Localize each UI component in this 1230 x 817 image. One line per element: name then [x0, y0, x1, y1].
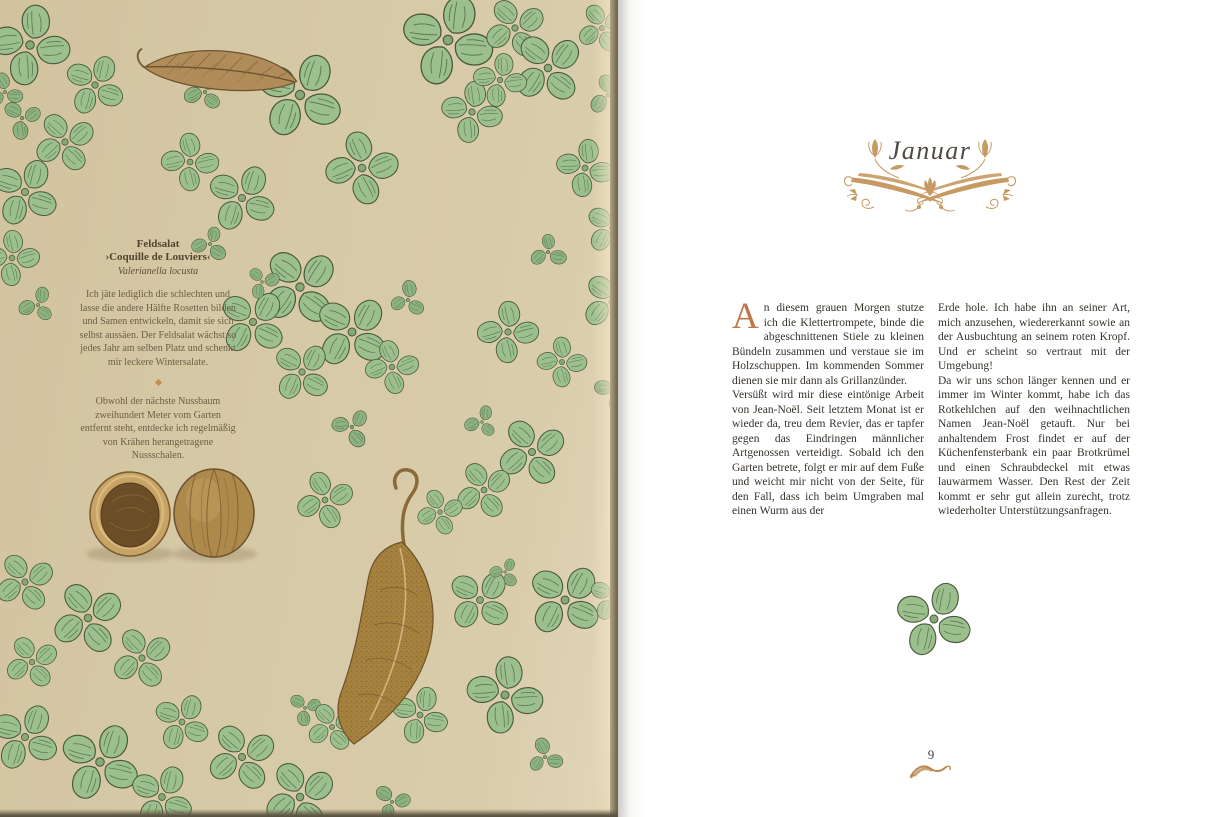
text-column-1	[732, 296, 924, 519]
page-bottom-edge	[0, 809, 618, 817]
plant-name: Feldsalat	[136, 238, 180, 250]
folio-flourish-icon	[909, 763, 953, 781]
page-curl-highlight	[592, 0, 610, 817]
body-text	[732, 296, 1130, 519]
walnut-whole	[174, 469, 254, 557]
walnut-shells	[86, 469, 257, 562]
plant-caption	[79, 238, 237, 463]
chapter-title: Januar	[888, 136, 972, 165]
page-spine-edge	[610, 0, 618, 817]
caption-paragraph-2: Obwohl der nächste Nussbaum zweihundert Meter vom Garten entfernt steht, entdecke ich regelmäßig von Krähen herangetragene Nussschalen.	[80, 396, 236, 461]
right-page	[618, 0, 1230, 817]
caption-paragraph-1: Ich jäte lediglich die schlechten und lasse die andere Hälfte Rosetten bilden und Samen entwickeln, damit sie sich selbst aussäen. Der Feldsalat wächst so jedes Jahr am selben Platz und schenkt mir leckere Wintersalate.	[79, 289, 237, 368]
paragraph: Erde hole. Ich habe ihn an seiner Art, mich anzusehen, wiedererkannt sowie an der Ausbuchtung an seinem roten Kropf. Und er scheint so vertraut mit der Umgebung!	[938, 302, 1130, 372]
fleuron-divider-icon	[154, 379, 161, 386]
text-column-2	[938, 301, 1130, 519]
plant-cultivar: ›Coquille de Louviers‹	[105, 251, 211, 263]
page-footer	[732, 748, 1130, 781]
chapter-heading	[844, 136, 1016, 224]
plant-latin-name: Valerianella locusta	[117, 266, 199, 277]
paragraph	[732, 296, 924, 388]
paragraph: Versüßt wird mir diese eintönige Arbeit von Jean-Noël. Seit letztem Monat ist er wieder da, treu dem Revier, das er tapfer gegen das Eindringen männlicher Artgenossen verteidigt. Sobald ich den Garten betrete, folgt er mir auf dem Fuße und weicht mir nicht von der Seite, für den Fall, dass ich beim Umgraben mal einen Wurm aus der	[732, 389, 924, 517]
paragraph: Da wir uns schon länger kennen und er immer im Winter kommt, habe ich das Rotkehlchen auf den weihnachtlichen Namen Jean-Noël getauft. Nur bei anhaltendem Frost findet er auf der Küchenfensterbank ein paar Brotkrümel und einen Schraubdeckel mit etwas lauwarmem Wasser. Den Rest der Zeit kommt er sehr gut allein zurecht, trotz wiederholter Unterstützungsanfragen.	[938, 374, 1130, 517]
walnut-half-shell	[90, 472, 170, 556]
ornament-center-fan	[917, 177, 942, 204]
drop-cap: A	[732, 296, 759, 337]
paragraph-text: n diesem grauen Morgen stutze ich die Klettertrompete, binde die abgeschnittenen Stiele zu kleinen Bündeln zusammen und verstaue sie im Holzschuppen. Im kommenden Sommer dienen sie mir dann als Grillanzünder.	[732, 302, 924, 387]
spine-shadow	[618, 0, 644, 817]
page-number: 9	[927, 747, 935, 762]
corn-salad-spot-illustration	[884, 576, 984, 662]
